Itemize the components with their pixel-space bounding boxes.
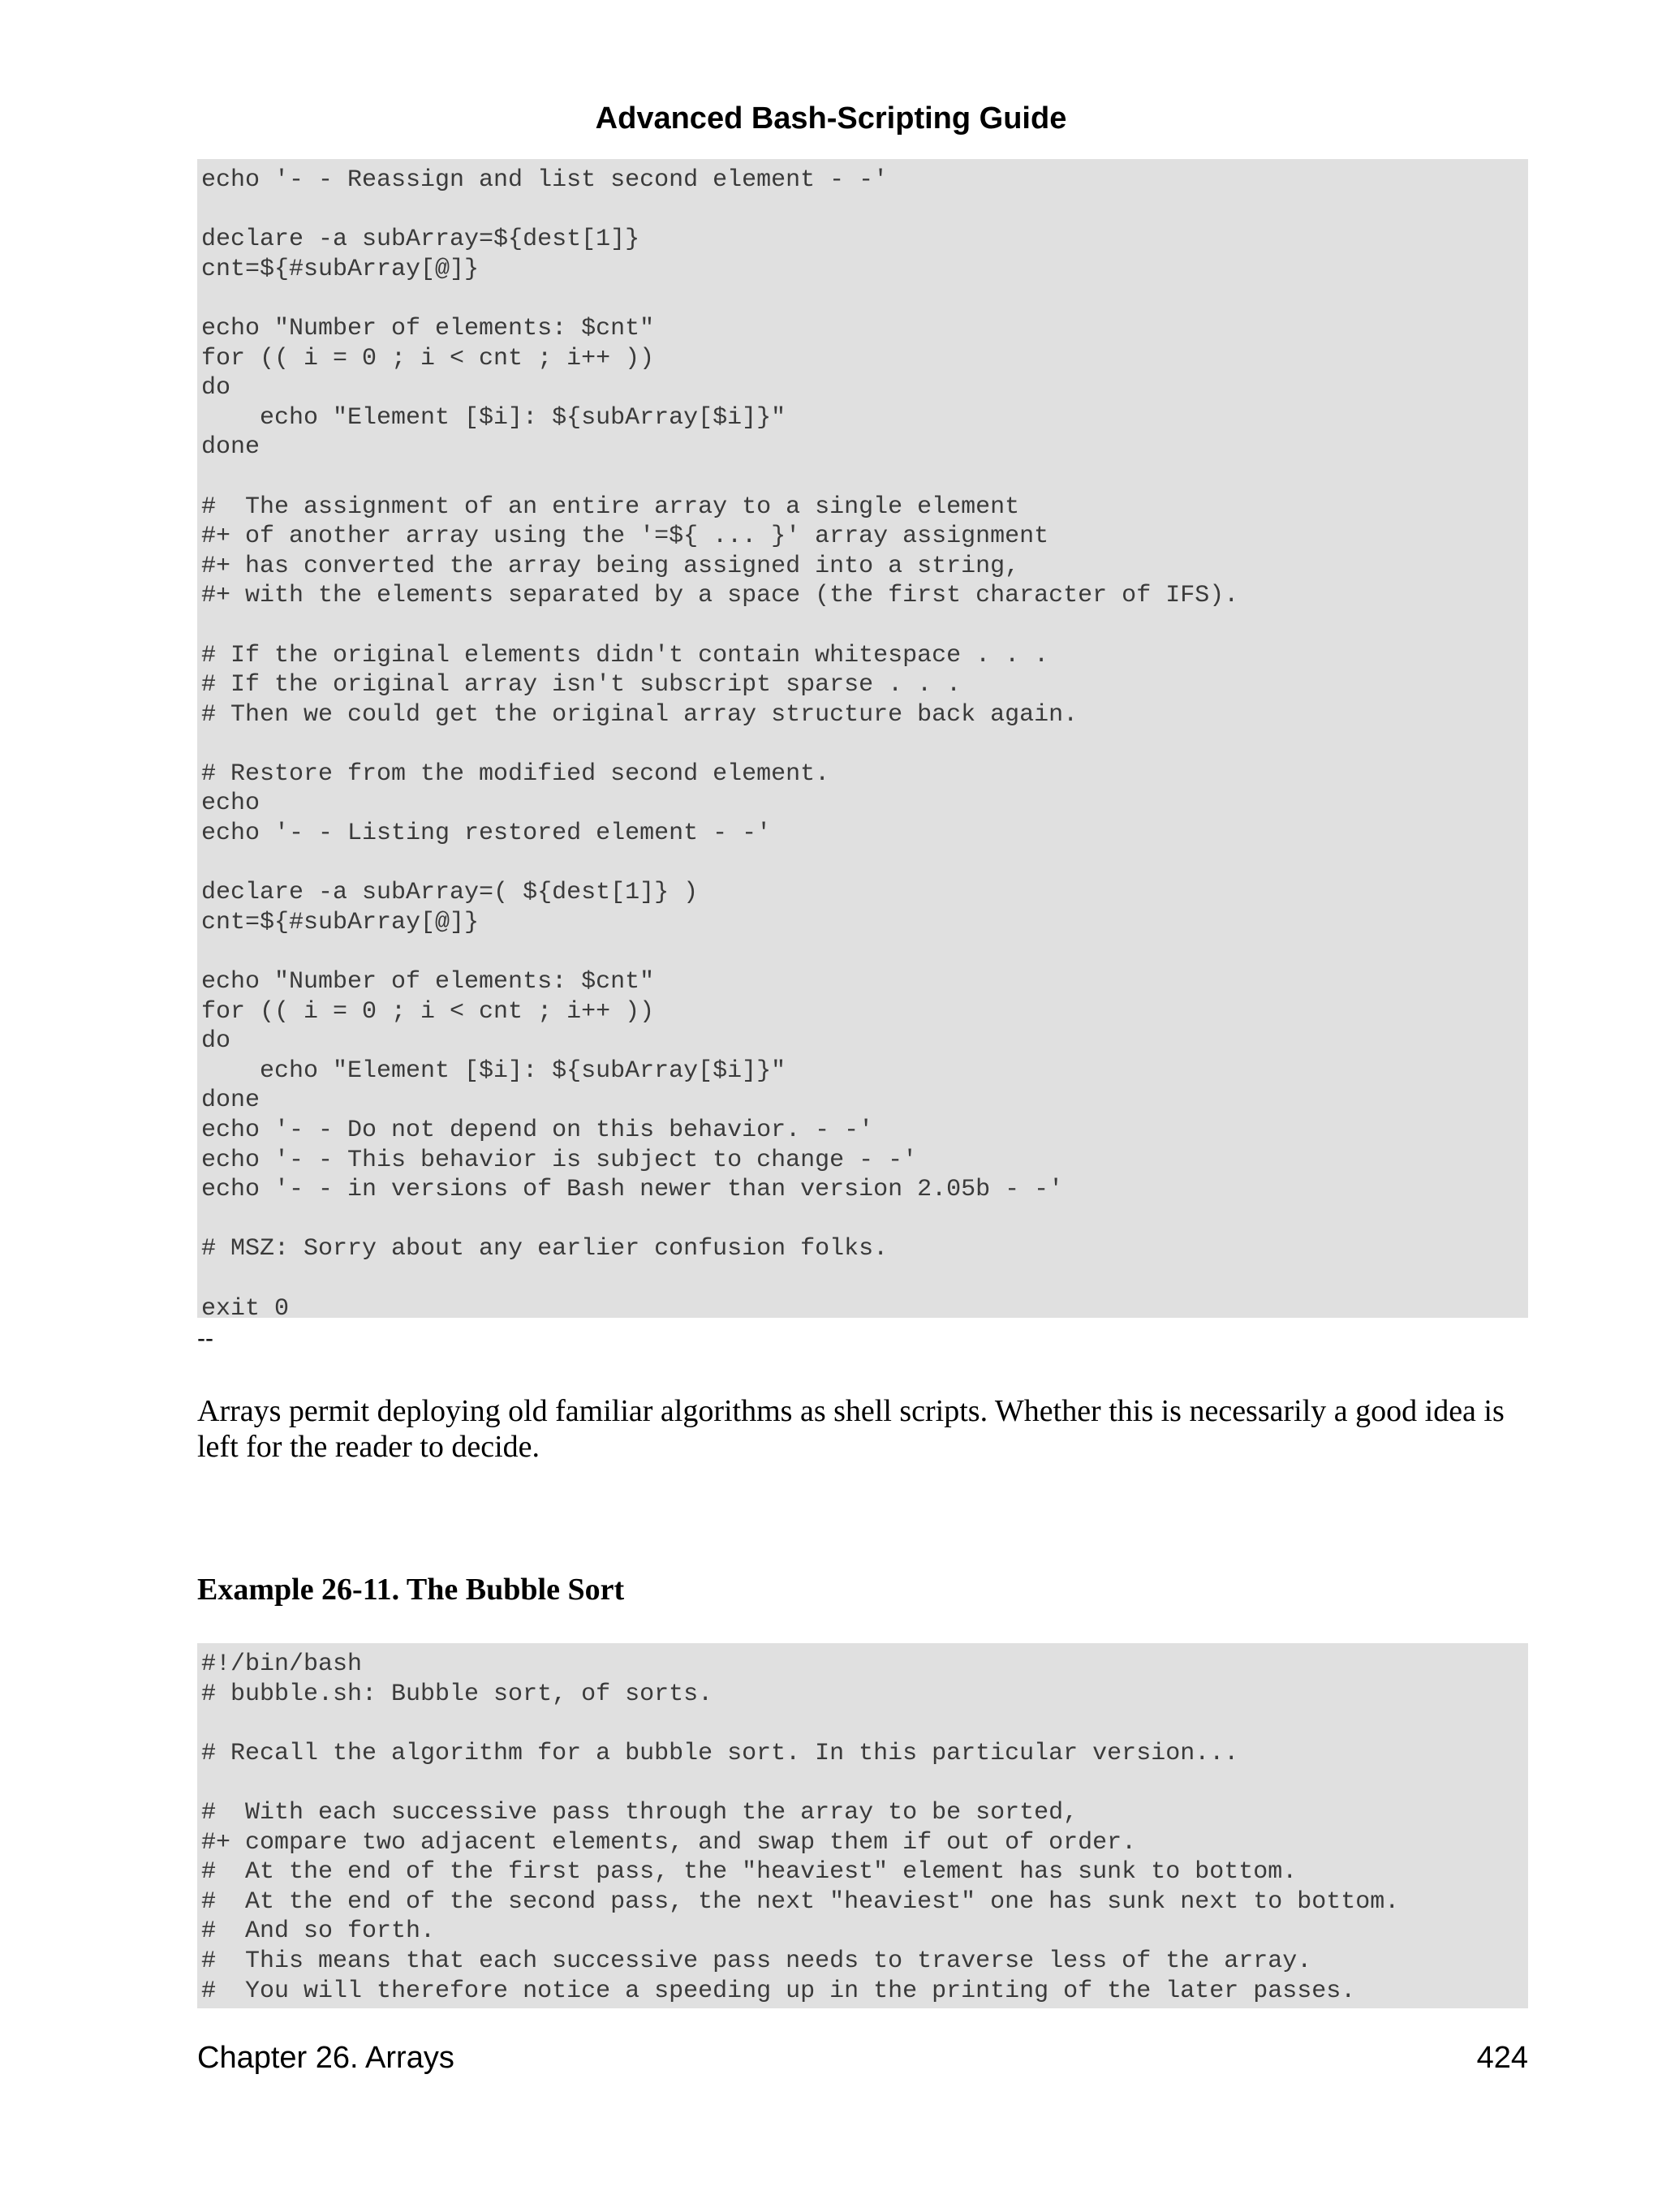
code-line: declare -a subArray=( ${dest[1]} ): [201, 879, 699, 907]
code-line: #+ has converted the array being assigned into a string,: [201, 552, 1020, 580]
code-line: done: [201, 433, 260, 462]
running-header: Advanced Bash-Scripting Guide: [595, 101, 1067, 136]
code-line: # If the original array isn't subscript sparse . . .: [201, 671, 962, 699]
code-line: echo '- - Listing restored element - -': [201, 820, 772, 848]
code-line: # Recall the algorithm for a bubble sort. In this particular version...: [201, 1739, 1239, 1767]
code-line: echo "Number of elements: $cnt": [201, 968, 655, 996]
code-line: do: [201, 374, 231, 402]
code-line: [201, 849, 1528, 879]
code-line: cnt=${#subArray[@]}: [201, 908, 480, 936]
code-line: # This means that each successive pass needs to traverse less of the array.: [201, 1947, 1312, 1975]
code-block-reassign-subarray: [197, 159, 1528, 1318]
code-line: # Restore from the modified second element.: [201, 760, 830, 788]
code-line: for (( i = 0 ; i < cnt ; i++ )): [201, 997, 655, 1026]
code-line: [201, 1205, 1528, 1235]
code-line: echo: [201, 790, 260, 818]
code-line: #+ compare two adjacent elements, and swap them if out of order.: [201, 1828, 1137, 1857]
running-footer: [197, 2038, 1528, 2077]
code-line: [201, 1264, 1528, 1294]
code-line: [201, 1709, 1528, 1739]
code-line: [201, 196, 1528, 226]
code-line: echo "Element [$i]: ${subArray[$i]}": [201, 1057, 786, 1085]
code-line: for (( i = 0 ; i < cnt ; i++ )): [201, 344, 655, 372]
example-title: Example 26-11. The Bubble Sort: [197, 1573, 625, 1607]
code-line: [201, 284, 1528, 314]
code-line: # You will therefore notice a speeding up in the printing of the later passes.: [201, 1977, 1356, 2005]
code-line: echo "Number of elements: $cnt": [201, 314, 655, 342]
code-line: echo '- - Do not depend on this behavior. - -': [201, 1117, 874, 1144]
code-line: # And so forth.: [201, 1917, 436, 1946]
code-line: # The assignment of an entire array to a single element: [201, 493, 1020, 521]
footer-page-number: 424: [1476, 2041, 1528, 2075]
code-line: echo '- - Reassign and list second element - -': [201, 166, 889, 194]
code-line: # If the original elements didn't contain whitespace . . .: [201, 641, 1049, 669]
code-line: declare -a subArray=${dest[1]}: [201, 226, 640, 254]
code-line: do: [201, 1027, 231, 1056]
code-line: [201, 729, 1528, 760]
code-line: #+ of another array using the '=${ ... }' array assignment: [201, 523, 1049, 551]
code-line: [201, 463, 1528, 493]
code-line: exit 0: [201, 1294, 290, 1318]
footer-chapter: Chapter 26. Arrays: [197, 2041, 454, 2075]
code-line: done: [201, 1087, 260, 1115]
body-paragraph: Arrays permit deploying old familiar algorithms as shell scripts. Whether this is necessarily a good idea is left for the reader to decide.: [197, 1394, 1505, 1464]
code-line: # MSZ: Sorry about any earlier confusion folks.: [201, 1235, 889, 1263]
code-line: [201, 1768, 1528, 1798]
code-line: cnt=${#subArray[@]}: [201, 255, 480, 283]
code-line: # At the end of the second pass, the next "heaviest" one has sunk next to bottom.: [201, 1887, 1400, 1916]
code-line: # At the end of the first pass, the "heaviest" element has sunk to bottom.: [201, 1858, 1298, 1887]
code-line: [201, 937, 1528, 967]
code-line: #!/bin/bash: [201, 1650, 363, 1678]
code-line: #+ with the elements separated by a space (the first character of IFS).: [201, 582, 1239, 610]
code-block-bubble-sort: [197, 1643, 1528, 2008]
code-line: echo '- - This behavior is subject to change - -': [201, 1146, 918, 1174]
code-line: # With each successive pass through the array to be sorted,: [201, 1798, 1079, 1827]
code-line: echo '- - in versions of Bash newer than version 2.05b - -': [201, 1176, 1064, 1204]
code-line: # bubble.sh: Bubble sort, of sorts.: [201, 1680, 713, 1708]
separator-dashes: --: [197, 1325, 213, 1352]
code-line: echo "Element [$i]: ${subArray[$i]}": [201, 403, 786, 432]
code-line: [201, 611, 1528, 641]
code-line: # Then we could get the original array structure back again.: [201, 700, 1079, 729]
